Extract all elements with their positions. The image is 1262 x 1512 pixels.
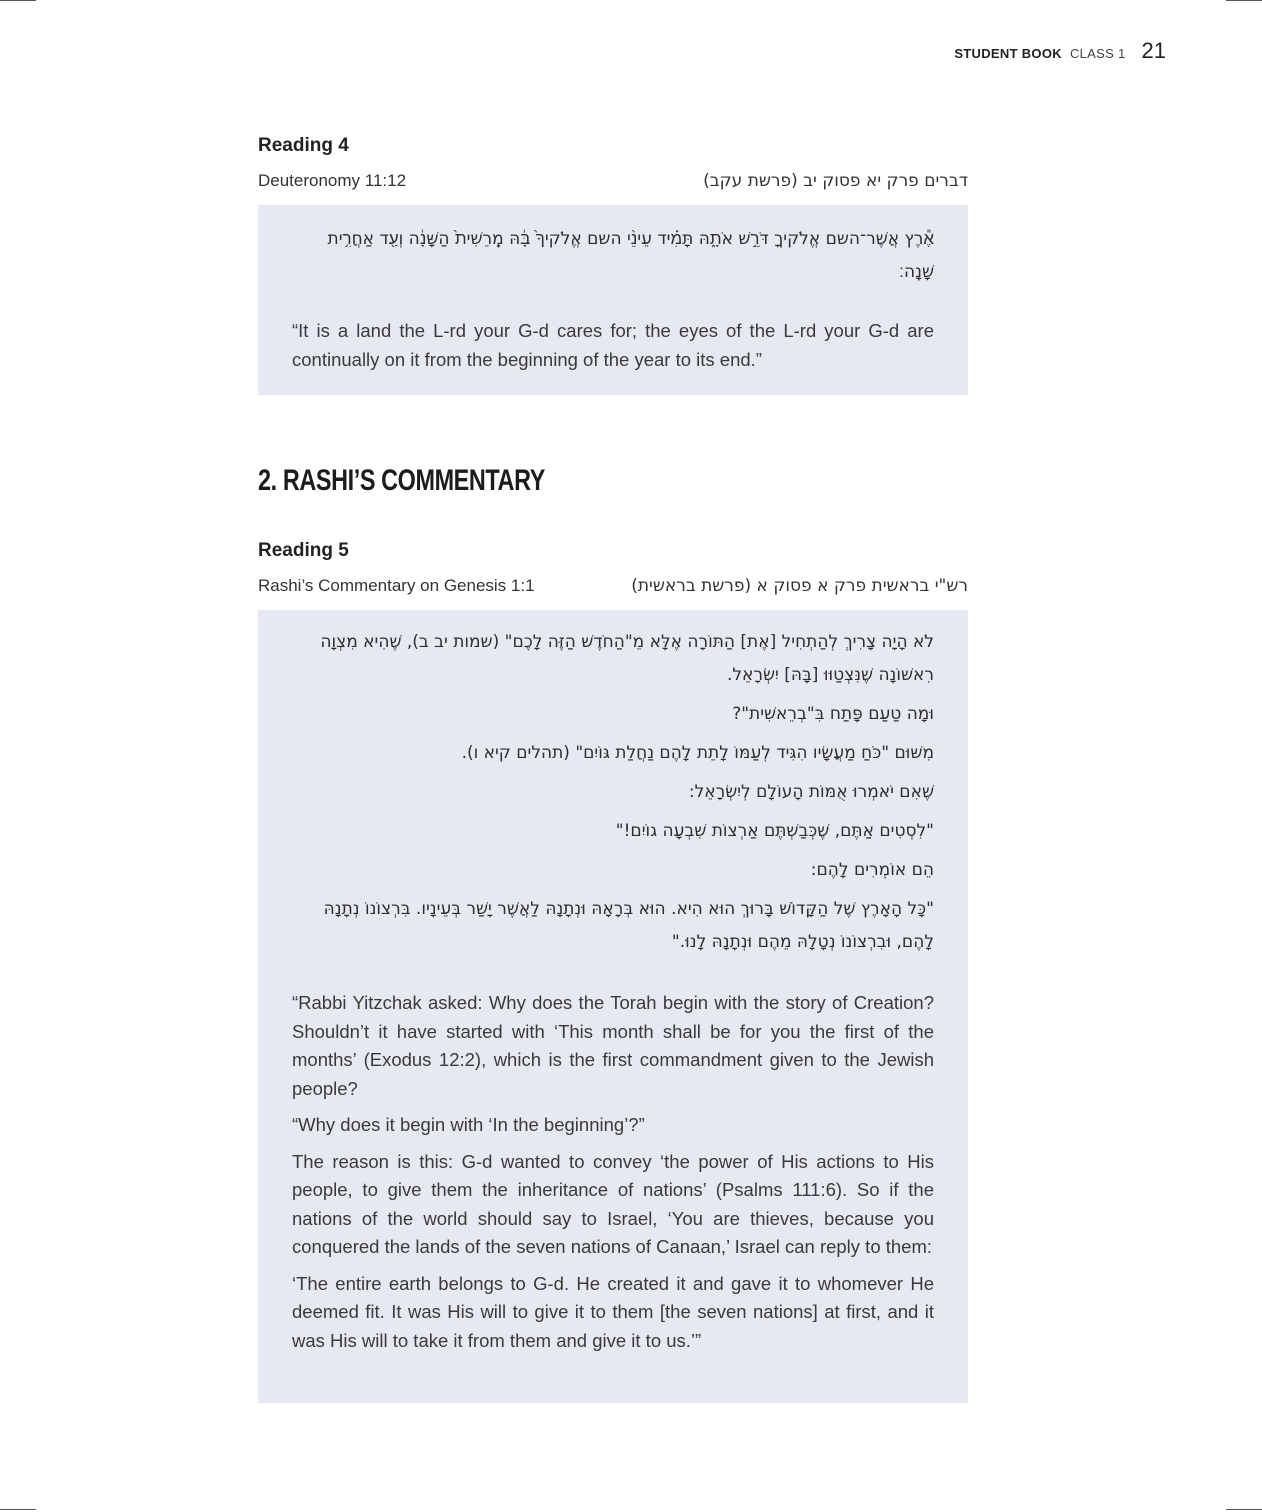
- crop-mark-bottom-right: [1226, 1509, 1262, 1510]
- hebrew-paragraph: מִשּׁוּם "כֹּחַ מַעֲשָׂיו הִגִּיד לְעַמּוֹ לָתֵת לָהֶם נַחֲלַת גּוֹיִם" (תהלים קיא ו).: [461, 743, 934, 763]
- running-head-book: STUDENT BOOK: [954, 46, 1062, 61]
- english-paragraph: “Why does it begin with ‘In the beginning’?”: [292, 1114, 645, 1135]
- english-paragraph: The reason is this: G-d wanted to convey ‘the power of His actions to His people, to give them the inheritance of nations’ (Psalms 111:6). So if the nations of the world should say to Israel, ‘You are thieves, because you conquered the lands of the seven nations of Canaan,’ Israel can reply to them:: [292, 1150, 934, 1257]
- reading-5-source: [258, 576, 968, 596]
- crop-mark-bottom-left: [0, 1509, 36, 1510]
- hebrew-paragraph: שֶׁאִם יֹאמְרוּ אֻמּוֹת הָעוֹלָם לְיִשְׂרָאֵל:: [688, 782, 934, 802]
- hebrew-paragraph: לֹא הָיָה צָרִיךְ לְהַתְחִיל [אֶת] הַתּוֹרָה אֶלָּא מֵ"הַחֹדֶשׁ הַזֶּה לָכֶם" (שמות יב ב), שֶׁהִיא מִצְוָה רִאשׁוֹנָה שֶׁנִּצְטַוּוּ [בָּהּ] יִשְׂרָאֵל.: [320, 632, 934, 685]
- reading-5-text-box: [258, 610, 968, 1403]
- reading-5-source-english: Rashi’s Commentary on Genesis 1:1: [258, 576, 535, 595]
- reading-5: [258, 540, 968, 1403]
- reading-5-hebrew-text: [292, 626, 934, 959]
- reading-4-hebrew-text: [292, 223, 934, 289]
- crop-mark-top-right: [1226, 0, 1262, 1]
- running-head: [954, 38, 1166, 64]
- hebrew-paragraph: "לִסְטִים אַתֶּם, שֶׁכְּבַשְׁתֶּם אַרְצוֹת שִׁבְעָה גוֹיִם!": [615, 821, 934, 841]
- reading-4-text-box: [258, 205, 968, 395]
- reading-4-english-verse: “It is a land the L-rd your G-d cares for; the eyes of the L-rd your G-d are continually on it from the beginning of the year to its end.”: [292, 320, 934, 370]
- reading-4-english-text: [292, 317, 934, 374]
- hebrew-paragraph: וּמָה טַעַם פָּתַח בִּ"בְרֵאשִׁית"?: [732, 704, 934, 724]
- reading-4-hebrew-verse: אֶ֕רֶץ אֲשֶׁר־השם אֱלֹקיךָ דֹּרֵ֣שׁ אֹתָ֑הּ תָּמִ֗יד עֵינֵ֨י השם אֱלֹקיךָ֙ בָּ֔הּ מֵֽרֵשִׁית֙ הַשָּׁנָ֔ה וְעַ֖ד אַחֲרִ֥ית שָׁנָֽה׃: [327, 229, 934, 282]
- reading-4-source-hebrew: דברים פרק יא פסוק יב (פרשת עקב): [703, 171, 968, 191]
- english-paragraph: “Rabbi Yitzchak asked: Why does the Torah begin with the story of Creation? Shouldn’t it have started with ‘This month shall be for you the first of the months’ (Exodus 12:2), which is the first commandment given to the Jewish people?: [292, 992, 934, 1099]
- reading-5-source-hebrew: רש"י בראשית פרק א פסוק א (פרשת בראשית): [631, 576, 968, 596]
- hebrew-paragraph: הֵם אוֹמְרִים לָהֶם:: [810, 860, 934, 880]
- reading-5-label: Reading 5: [258, 540, 349, 561]
- reading-4-source-english: Deuteronomy 11:12: [258, 171, 407, 190]
- running-head-class: CLASS 1: [1069, 46, 1126, 61]
- hebrew-paragraph: "כָּל הָאָרֶץ שֶׁל הַקָּדוֹשׁ בָּרוּךְ הוּא הִיא. הוּא בְּרָאָהּ וּנְתָנָהּ לַאֲשֶׁר יָשַׁר בְּעֵינָיו. בִּרְצוֹנוֹ נְתָנָהּ לָהֶם, וּבִרְצוֹנוֹ נְטָלָהּ מֵהֶם וּנְתָנָהּ לָנוּ.": [323, 899, 934, 952]
- english-paragraph: ‘The entire earth belongs to G-d. He created it and gave it to whomever He deemed fit. It was His will to give it to them [the seven nations] at first, and it was His will to take it from them and give it to us.’”: [292, 1272, 934, 1351]
- reading-4-source: [258, 171, 968, 191]
- page-number: 21: [1141, 38, 1166, 63]
- reading-5-english-text: [292, 989, 934, 1355]
- crop-mark-top-left: [0, 0, 36, 1]
- section-title: 2. RASHI’S COMMENTARY: [258, 464, 545, 497]
- reading-4-label: Reading 4: [258, 135, 349, 156]
- reading-4: [258, 135, 968, 395]
